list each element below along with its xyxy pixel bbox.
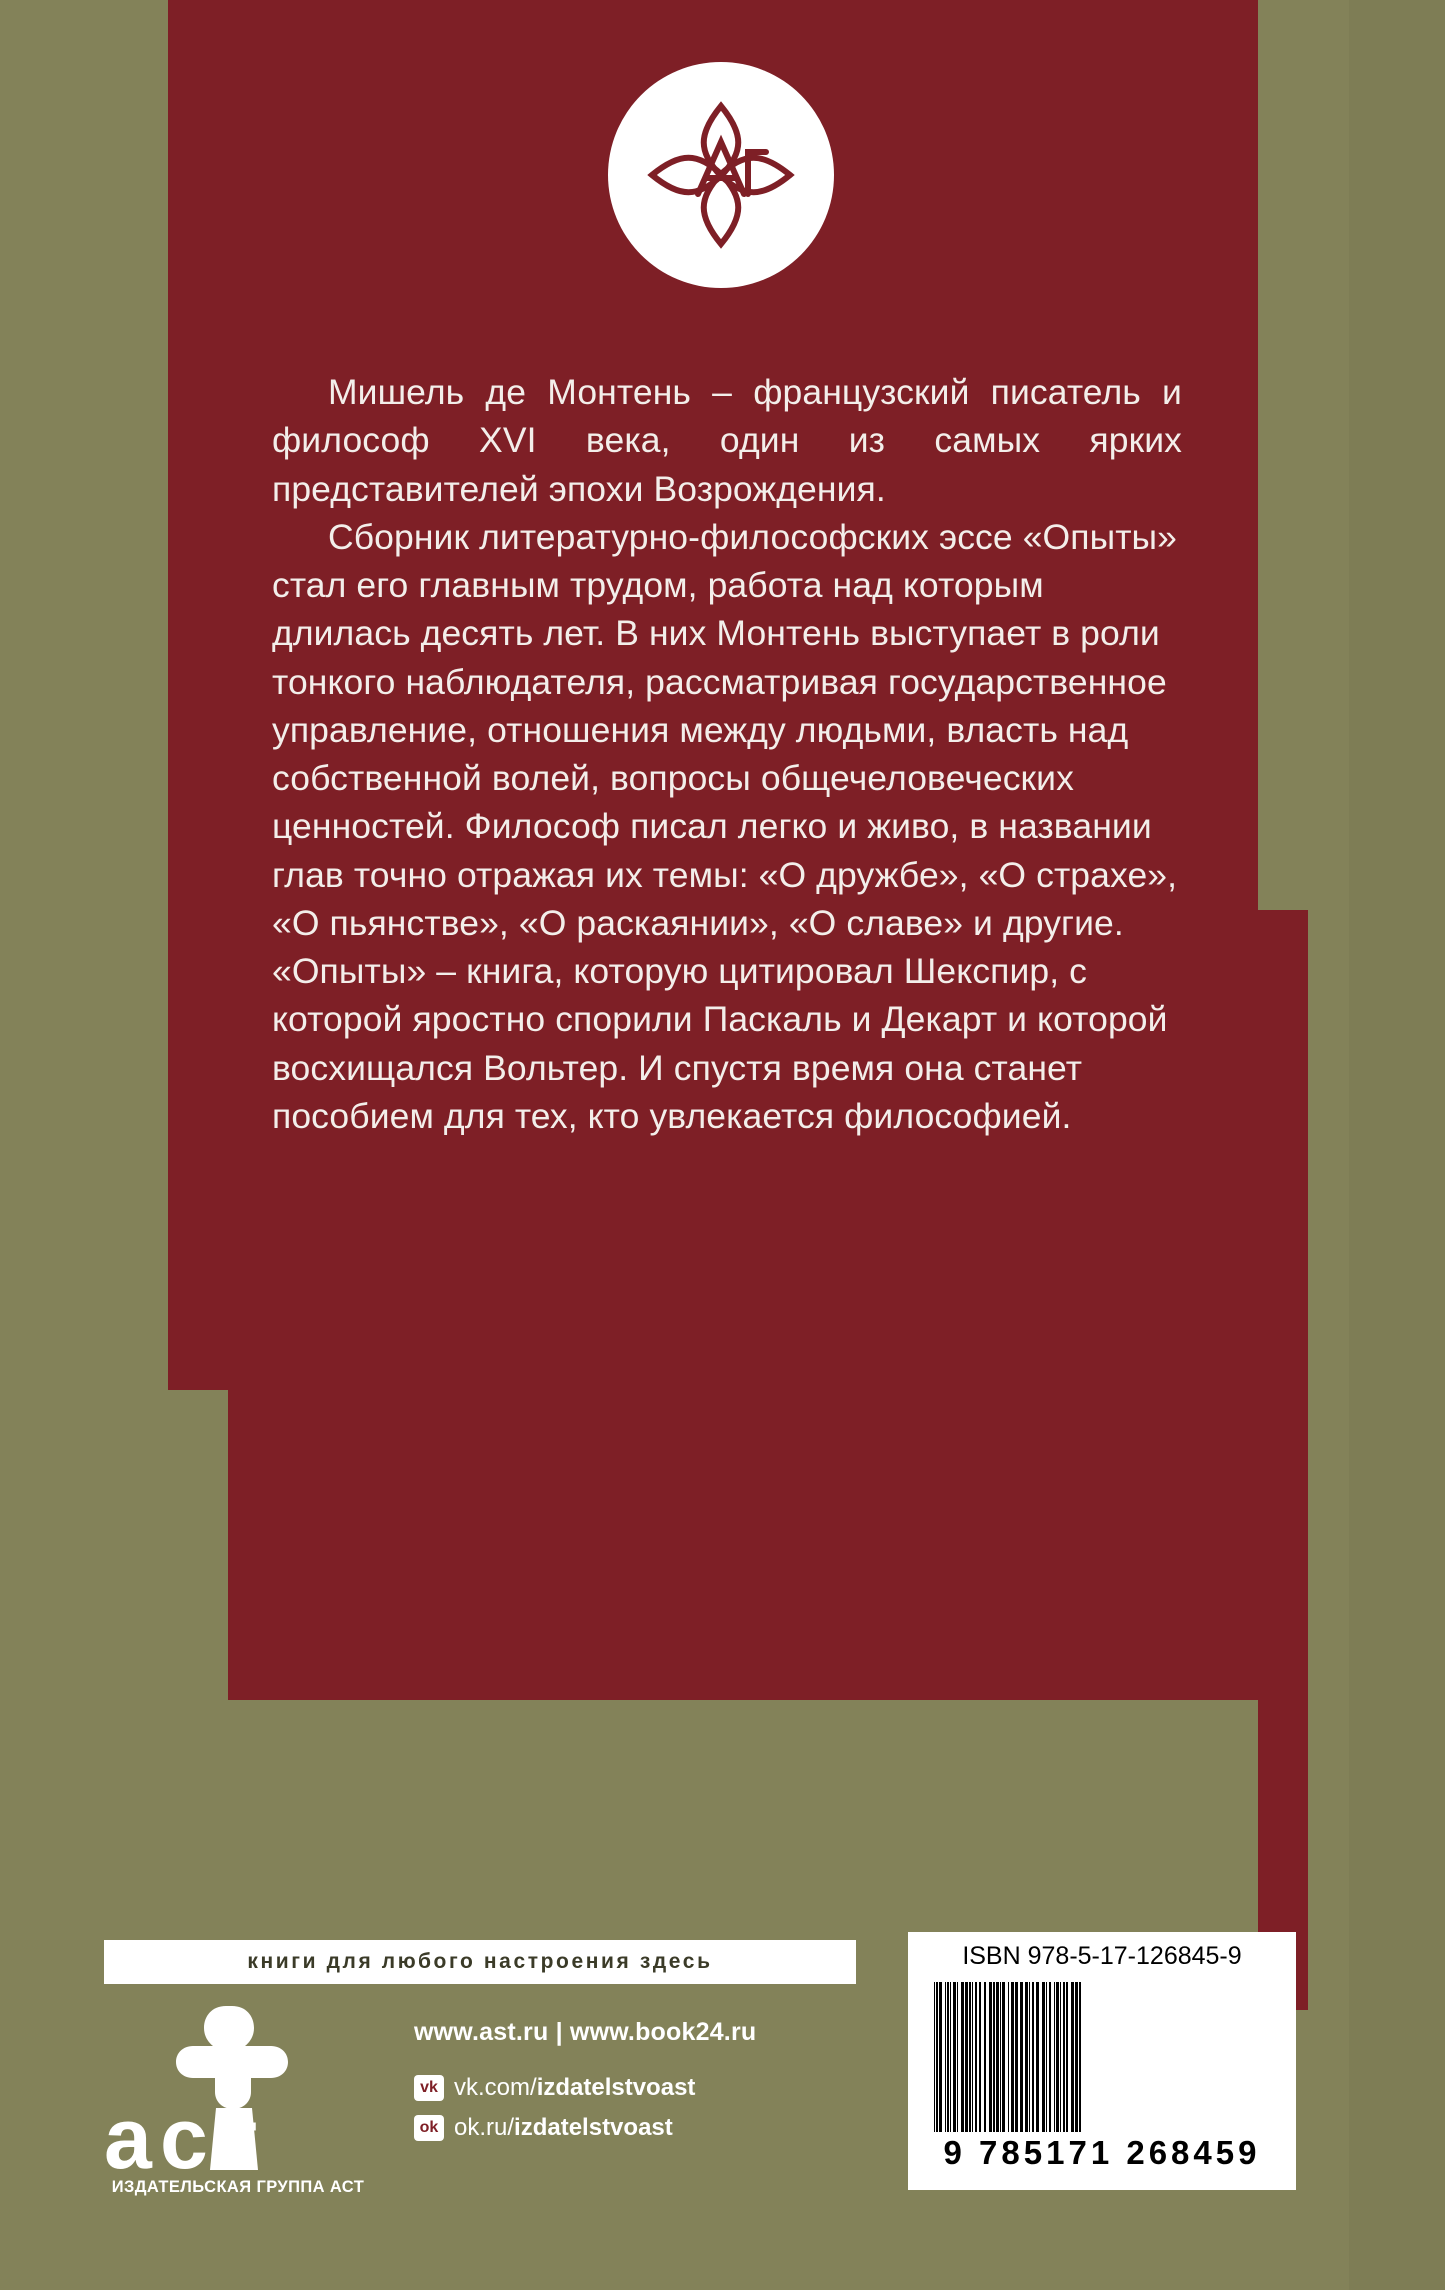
publisher-caption: ИЗДАТЕЛЬСКАЯ ГРУППА АСТ xyxy=(111,2178,365,2196)
vk-link-text[interactable]: vk.com/izdatelstvoast xyxy=(454,2074,696,2101)
red-accent-strip-left xyxy=(168,0,230,1390)
barcode-digits: 9 785171 268459 xyxy=(943,2134,1261,2171)
ok-handle: izdatelstvoast xyxy=(514,2114,673,2141)
svg-text:c: c xyxy=(160,2091,208,2187)
barcode-bars xyxy=(934,1982,1272,2132)
svg-text:a: a xyxy=(104,2091,152,2187)
website-line[interactable]: www.ast.ru | www.book24.ru xyxy=(414,2018,757,2046)
background-olive-right-band xyxy=(1349,0,1445,2290)
vk-handle: izdatelstvoast xyxy=(536,2074,696,2101)
tagline-bar xyxy=(104,1940,856,1984)
ok-icon: ok xyxy=(414,2115,444,2141)
social-row-ok[interactable] xyxy=(414,2108,695,2148)
red-panel xyxy=(228,0,1258,1700)
annotation-paragraph-2: Сборник литературно-философских эссе «Опыты» стал его главным трудом, работа над которым длилась десять лет. В них Монтень выступает в роли тонкого наблюдателя, рассматривая государственное управление, отношения между людьми, власть над собственной волей, вопросы общечеловеческих ценностей. Философ писал легко и живо, в названии глав точно отражая их темы: «О дружбе», «О страхе», «О пьянстве», «О раскаянии», «О славе» и другие. «Опыты» – книга, которую цитировал Шекспир, с которой яростно спорили Паскаль и Декарт и которой восхищался Вольтер. И спустя время она станет пособием для тех, кто увлекается философией. xyxy=(272,516,1178,1136)
vk-icon: vk xyxy=(414,2075,444,2101)
isbn-text: ISBN 978-5-17-126845-9 xyxy=(962,1942,1242,1970)
social-row-vk[interactable] xyxy=(414,2068,695,2108)
ast-monogram-emblem xyxy=(608,62,834,288)
ast-logo xyxy=(104,2000,364,2200)
tagline-text: книги для любого настроения здесь xyxy=(247,1950,713,1973)
red-accent-strip-right xyxy=(1258,910,1308,2010)
barcode-block xyxy=(908,1932,1296,2190)
book-annotation xyxy=(272,368,1182,1140)
ok-link-text[interactable]: ok.ru/izdatelstvoast xyxy=(454,2114,673,2141)
social-links xyxy=(414,2068,695,2148)
annotation-paragraph-1: Мишель де Монтень – французский писатель и философ XVI века, один из самых ярких представителей эпохи Возрождения. xyxy=(272,372,1182,509)
svg-text:т: т xyxy=(216,2091,259,2187)
